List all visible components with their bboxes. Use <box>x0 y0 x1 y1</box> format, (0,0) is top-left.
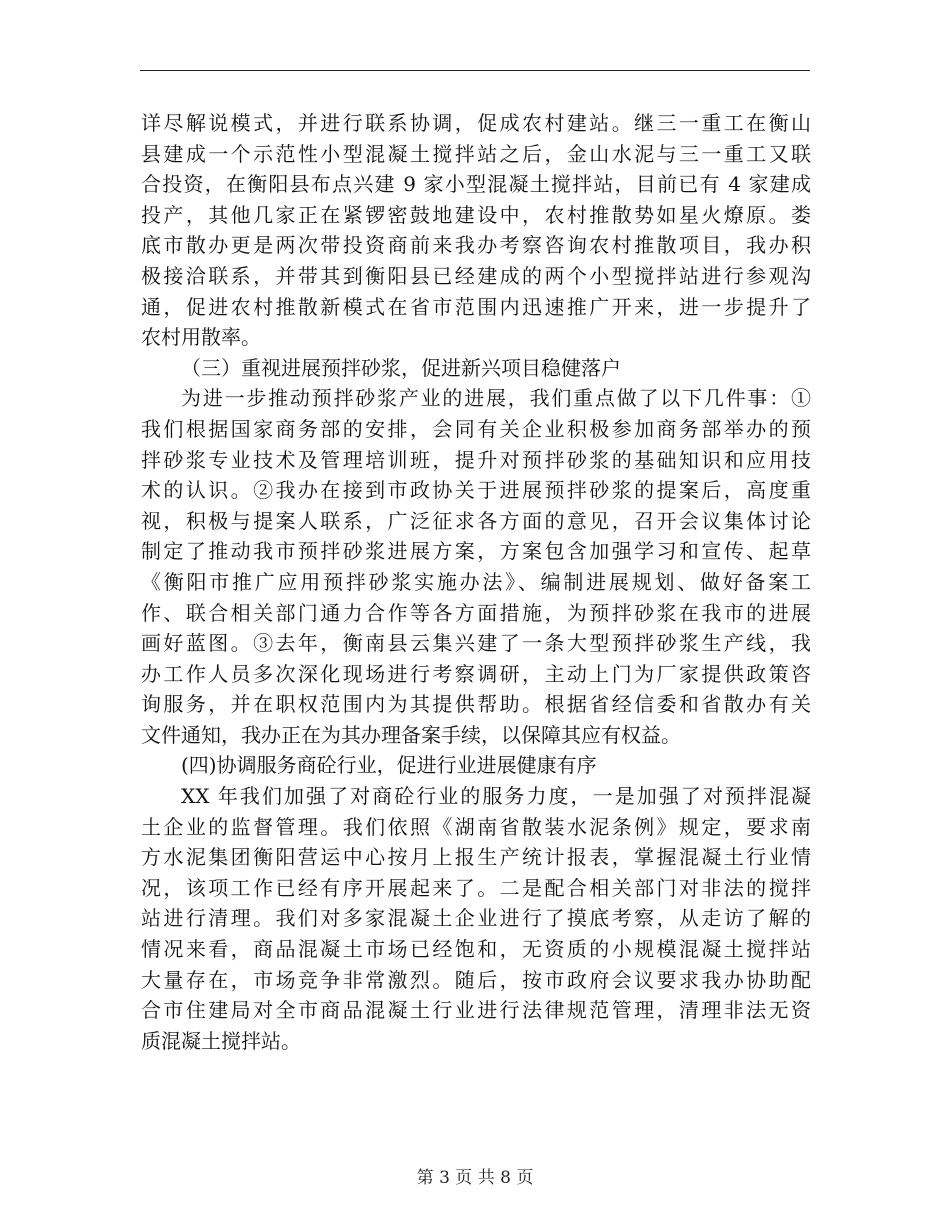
text-line: 土企业的监督管理。我们依照《湖南省散装水泥条例》规定，要求南 <box>141 814 811 839</box>
text-line: 大量存在，市场竞争非常激烈。随后，按市政府会议要求我办协助配 <box>141 967 811 992</box>
text-line: 况，该项工作已经有序开展起来了。二是配合相关部门对非法的搅拌 <box>141 875 811 900</box>
text-line: 情况来看，商品混凝土市场已经饱和，无资质的小规模混凝土搅拌站 <box>141 937 811 962</box>
text-line: 《衡阳市推广应用预拌砂浆实施办法》、编制进展规划、做好备案工 <box>141 569 811 594</box>
text-line: 合投资，在衡阳县布点兴建 9 家小型混凝土搅拌站，目前已有 4 家建成 <box>141 172 811 197</box>
text-line: 为进一步推动预拌砂浆产业的进展，我们重点做了以下几件事：① <box>181 386 811 411</box>
page-number-footer: 第 3 页 共 8 页 <box>416 1168 534 1188</box>
text-line: XX 年我们加强了对商砼行业的服务力度，一是加强了对预拌混凝 <box>181 784 811 809</box>
text-line: 站进行清理。我们对多家混凝土企业进行了摸底考察，从走访了解的 <box>141 906 811 931</box>
text-line: 拌砂浆专业技术及管理培训班，提升对预拌砂浆的基础知识和应用技 <box>141 447 811 472</box>
text-line: 询服务，并在职权范围内为其提供帮助。根据省经信委和省散办有关 <box>141 692 811 717</box>
text-line: 投产，其他几家正在紧锣密鼓地建设中，农村推散势如星火燎原。娄 <box>141 202 811 227</box>
text-line: 作、联合相关部门通力合作等各方面措施，为预拌砂浆在我市的进展 <box>141 600 811 625</box>
text-line: 农村用散率。 <box>141 325 261 350</box>
text-line: 质混凝土搅拌站。 <box>141 1028 301 1053</box>
text-line: 极接洽联系，并带其到衡阳县已经建成的两个小型搅拌站进行参观沟 <box>141 263 811 288</box>
text-line: 底市散办更是两次带投资商前来我办考察咨询农村推散项目，我办积 <box>141 233 811 258</box>
text-line: (四)协调服务商砼行业，促进行业进展健康有序 <box>181 753 597 778</box>
header-rule <box>140 70 810 71</box>
text-line: 我们根据国家商务部的安排，会同有关企业积极参加商务部举办的预 <box>141 416 811 441</box>
text-line: 制定了推动我市预拌砂浆进展方案，方案包含加强学习和宣传、起草 <box>141 539 811 564</box>
text-line: （三）重视进展预拌砂浆，促进新兴项目稳健落户 <box>181 355 621 380</box>
text-line: 县建成一个示范性小型混凝土搅拌站之后，金山水泥与三一重工又联 <box>141 141 811 166</box>
text-line: 术的认识。②我办在接到市政协关于进展预拌砂浆的提案后，高度重 <box>141 478 811 503</box>
text-line: 详尽解说模式，并进行联系协调，促成农村建站。继三一重工在衡山 <box>141 111 811 135</box>
text-line: 办工作人员多次深化现场进行考察调研，主动上门为厂家提供政策咨 <box>141 661 811 686</box>
text-line: 文件通知，我办正在为其办理备案手续，以保障其应有权益。 <box>141 722 681 747</box>
text-line: 合市住建局对全市商品混凝土行业进行法律规范管理，清理非法无资 <box>141 998 811 1023</box>
document-body <box>141 108 811 1056</box>
text-line: 通，促进农村推散新模式在省市范围内迅速推广开来，进一步提升了 <box>141 294 811 319</box>
text-line: 方水泥集团衡阳营运中心按月上报生产统计报表，掌握混凝土行业情 <box>141 845 811 870</box>
text-line: 画好蓝图。③去年，衡南县云集兴建了一条大型预拌砂浆生产线，我 <box>141 631 811 656</box>
text-line: 视，积极与提案人联系，广泛征求各方面的意见，召开会议集体讨论 <box>141 508 811 533</box>
